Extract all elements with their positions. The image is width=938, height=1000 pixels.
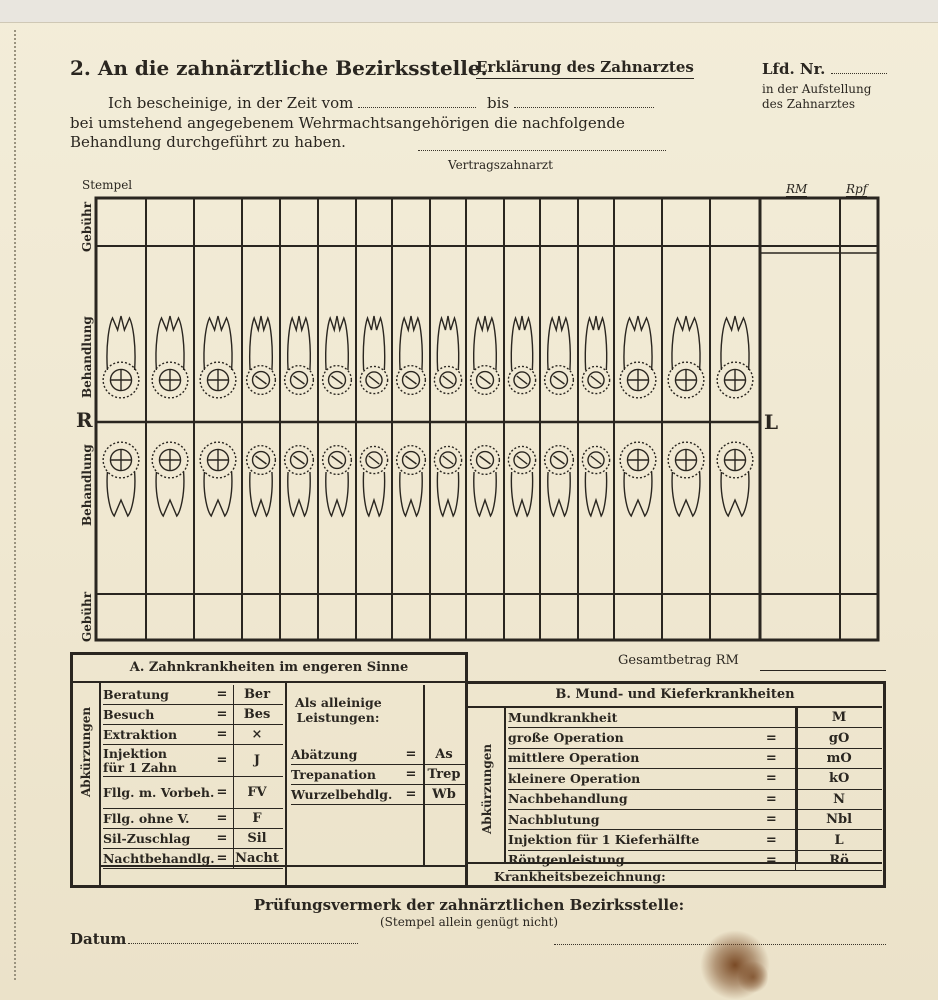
- lower-tooth: [471, 446, 500, 516]
- upper-tooth: [397, 316, 426, 394]
- equals-sign: =: [765, 771, 777, 787]
- upper-tooth: [582, 316, 609, 394]
- equals-sign: =: [405, 787, 417, 802]
- abbreviation-code: M: [795, 708, 882, 727]
- abbreviation-label: Beratung: [103, 686, 169, 702]
- lower-tooth: [582, 446, 609, 516]
- upper-tooth: [471, 316, 500, 394]
- vertragszahnarzt-label: Vertragszahnarzt: [448, 158, 553, 172]
- aufstellung-note-2: des Zahnarztes: [762, 97, 855, 111]
- declaration-line-1: Ich bescheinige, in der Zeit vom bis: [108, 94, 654, 112]
- right-side-mark: R: [76, 408, 93, 432]
- upper-tooth: [668, 316, 704, 398]
- abbreviation-row: [103, 777, 283, 809]
- upper-tooth: [152, 316, 188, 398]
- equals-sign: =: [216, 811, 228, 826]
- section-b-box: [468, 681, 886, 888]
- upper-tooth: [508, 316, 535, 394]
- section-b-rows: [508, 708, 882, 871]
- gebuehr-bottom-label: Gebühr: [80, 591, 94, 642]
- equals-sign: =: [216, 785, 228, 800]
- stempel-label: Stempel: [82, 178, 133, 192]
- lower-tooth: [360, 446, 387, 516]
- abbreviation-label: große Operation: [508, 730, 624, 746]
- abbreviation-label: mittlere Operation: [508, 750, 640, 766]
- equals-sign: =: [216, 753, 228, 768]
- pruefungsvermerk-title: Prüfungsvermerk der zahnärztlichen Bezirksstelle:: [253, 896, 685, 914]
- abbreviation-label: Fllg. ohne V.: [103, 810, 190, 826]
- equals-sign: =: [765, 852, 777, 868]
- lower-tooth: [103, 442, 139, 516]
- section-a-side-label: Abkürzungen: [79, 706, 93, 797]
- left-side-mark: L: [764, 410, 779, 434]
- equals-sign: =: [765, 730, 777, 746]
- section-a-box: [70, 652, 468, 888]
- lower-tooth: [323, 446, 352, 516]
- aufstellung-note: in der Aufstellung: [762, 82, 872, 96]
- abbreviation-label: kleinere Operation: [508, 770, 641, 786]
- lower-tooth: [152, 442, 188, 516]
- abbreviation-code: Wb: [423, 785, 464, 804]
- lower-tooth: [620, 442, 656, 516]
- abbreviation-code: N: [795, 790, 882, 809]
- alleinige-rows: [291, 745, 465, 805]
- upper-tooth: [247, 316, 276, 394]
- section-a-title: A. Zahnkrankheiten im engeren Sinne: [73, 655, 465, 683]
- equals-sign: =: [216, 831, 228, 846]
- abbreviation-code: gO: [795, 728, 882, 747]
- stempel-note: (Stempel allein genügt nicht): [379, 915, 559, 929]
- abbreviation-code: L: [795, 830, 882, 849]
- rpf-label: Rpf: [846, 182, 868, 196]
- rm-label: RM: [786, 182, 808, 196]
- abbreviation-code: Bes: [233, 705, 280, 724]
- declaration-line-3: Behandlung durchgeführt zu haben.: [70, 133, 346, 151]
- abbreviation-row: [291, 765, 465, 785]
- abbreviation-row: [103, 829, 283, 849]
- equals-sign: =: [216, 707, 228, 722]
- abbreviation-label: Röntgenleistung: [508, 852, 625, 868]
- upper-tooth: [717, 316, 753, 398]
- abbreviation-code: J: [233, 745, 280, 776]
- abbreviation-code: Trep: [423, 765, 464, 784]
- datum-field[interactable]: [128, 943, 358, 944]
- section-b-side-label: Abkürzungen: [480, 743, 494, 834]
- abbreviation-code: FV: [233, 777, 280, 808]
- lower-tooth: [545, 446, 574, 516]
- equals-sign: =: [405, 747, 417, 762]
- abbreviation-label: Trepanation: [291, 766, 376, 782]
- equals-sign: =: [405, 767, 417, 782]
- equals-sign: =: [216, 687, 228, 702]
- abbreviation-row: [291, 785, 465, 805]
- gesamtbetrag-field[interactable]: [760, 670, 886, 671]
- equals-sign: =: [765, 791, 777, 807]
- declaration-line-2: bei umstehend angegebenem Wehrmachtsangehörigen die nachfolgende: [70, 114, 625, 132]
- lower-tooth: [397, 446, 426, 516]
- abbreviation-label: Extraktion: [103, 726, 178, 742]
- section-b-title: B. Mund- und Kieferkrankheiten: [468, 684, 882, 708]
- upper-tooth: [323, 316, 352, 394]
- abbreviation-code: Rö: [795, 851, 882, 870]
- behandlung-top-label: Behandlung: [80, 316, 94, 398]
- upper-tooth: [360, 316, 387, 394]
- form-subtitle: Erklärung des Zahnarztes: [476, 58, 694, 79]
- upper-tooth: [200, 316, 236, 398]
- paper-stain-2: [738, 960, 768, 994]
- abbreviation-row: [508, 749, 882, 769]
- abbreviation-code: Nacht: [233, 849, 280, 868]
- behandlung-bottom-label: Behandlung: [80, 444, 94, 526]
- equals-sign: =: [765, 812, 777, 828]
- abbreviation-row: [508, 830, 882, 850]
- abbreviation-label: Fllg. m. Vorbeh.: [103, 784, 215, 800]
- abbreviation-row: [291, 745, 465, 765]
- abbreviation-row: [508, 810, 882, 830]
- abbreviation-label: Nachbehandlung: [508, 791, 628, 807]
- datum-label: Datum: [70, 930, 358, 948]
- abbreviation-row: [103, 809, 283, 829]
- lower-tooth: [200, 442, 236, 516]
- upper-tooth: [285, 316, 314, 394]
- abbreviation-row: [508, 790, 882, 810]
- abbreviation-label: Nachtbehandlg.: [103, 850, 215, 866]
- abbreviation-code: Sil: [233, 829, 280, 848]
- alleinige-title: Als alleinige Leistungen:: [295, 695, 382, 725]
- abbreviation-row: [508, 708, 882, 728]
- abbreviation-row: [103, 745, 283, 777]
- abbreviation-code: kO: [795, 769, 882, 788]
- abbreviation-code: ×: [233, 725, 280, 744]
- lfd-nr-label: Lfd. Nr.: [762, 60, 887, 78]
- equals-sign: =: [216, 727, 228, 742]
- upper-tooth: [434, 316, 461, 394]
- abbreviation-code: Nbl: [795, 810, 882, 829]
- abbreviation-row: [103, 705, 283, 725]
- form-title: 2. An die zahnärztliche Bezirksstelle.: [70, 56, 488, 80]
- abbreviation-code: mO: [795, 749, 882, 768]
- lower-tooth: [668, 442, 704, 516]
- krankheitsbezeichnung-label: Krankheitsbezeichnung:: [494, 869, 666, 884]
- lower-tooth: [508, 446, 535, 516]
- abbreviation-code: As: [423, 745, 464, 764]
- lower-tooth: [717, 442, 753, 516]
- lower-tooth: [285, 446, 314, 516]
- abbreviation-label: Wurzelbehdlg.: [291, 786, 393, 802]
- abbreviation-code: F: [233, 809, 280, 828]
- abbreviation-code: Ber: [233, 685, 280, 704]
- abbreviation-label: Besuch: [103, 706, 155, 722]
- abbreviation-row: [508, 728, 882, 748]
- abbreviation-label: Nachblutung: [508, 811, 600, 827]
- abbreviation-row: [103, 725, 283, 745]
- abbreviation-row: [103, 849, 283, 869]
- equals-sign: =: [765, 750, 777, 766]
- section-a-rows: [103, 685, 283, 869]
- upper-tooth: [620, 316, 656, 398]
- upper-tooth: [103, 316, 139, 398]
- abbreviation-label: Sil-Zuschlag: [103, 830, 191, 846]
- abbreviation-label: Mundkrankheit: [508, 709, 618, 725]
- lower-tooth: [247, 446, 276, 516]
- equals-sign: =: [216, 851, 228, 866]
- upper-tooth: [545, 316, 574, 394]
- abbreviation-label: Injektion für 1 Kieferhälfte: [508, 832, 700, 848]
- abbreviation-label: Abätzung: [291, 746, 358, 762]
- gesamtbetrag-label: Gesamtbetrag RM: [618, 653, 739, 668]
- abbreviation-label: Injektion für 1 Zahn: [103, 745, 177, 775]
- abbreviation-row: [508, 769, 882, 789]
- lower-tooth: [434, 446, 461, 516]
- equals-sign: =: [765, 832, 777, 848]
- abbreviation-row: [103, 685, 283, 705]
- gebuehr-top-label: Gebühr: [80, 201, 94, 252]
